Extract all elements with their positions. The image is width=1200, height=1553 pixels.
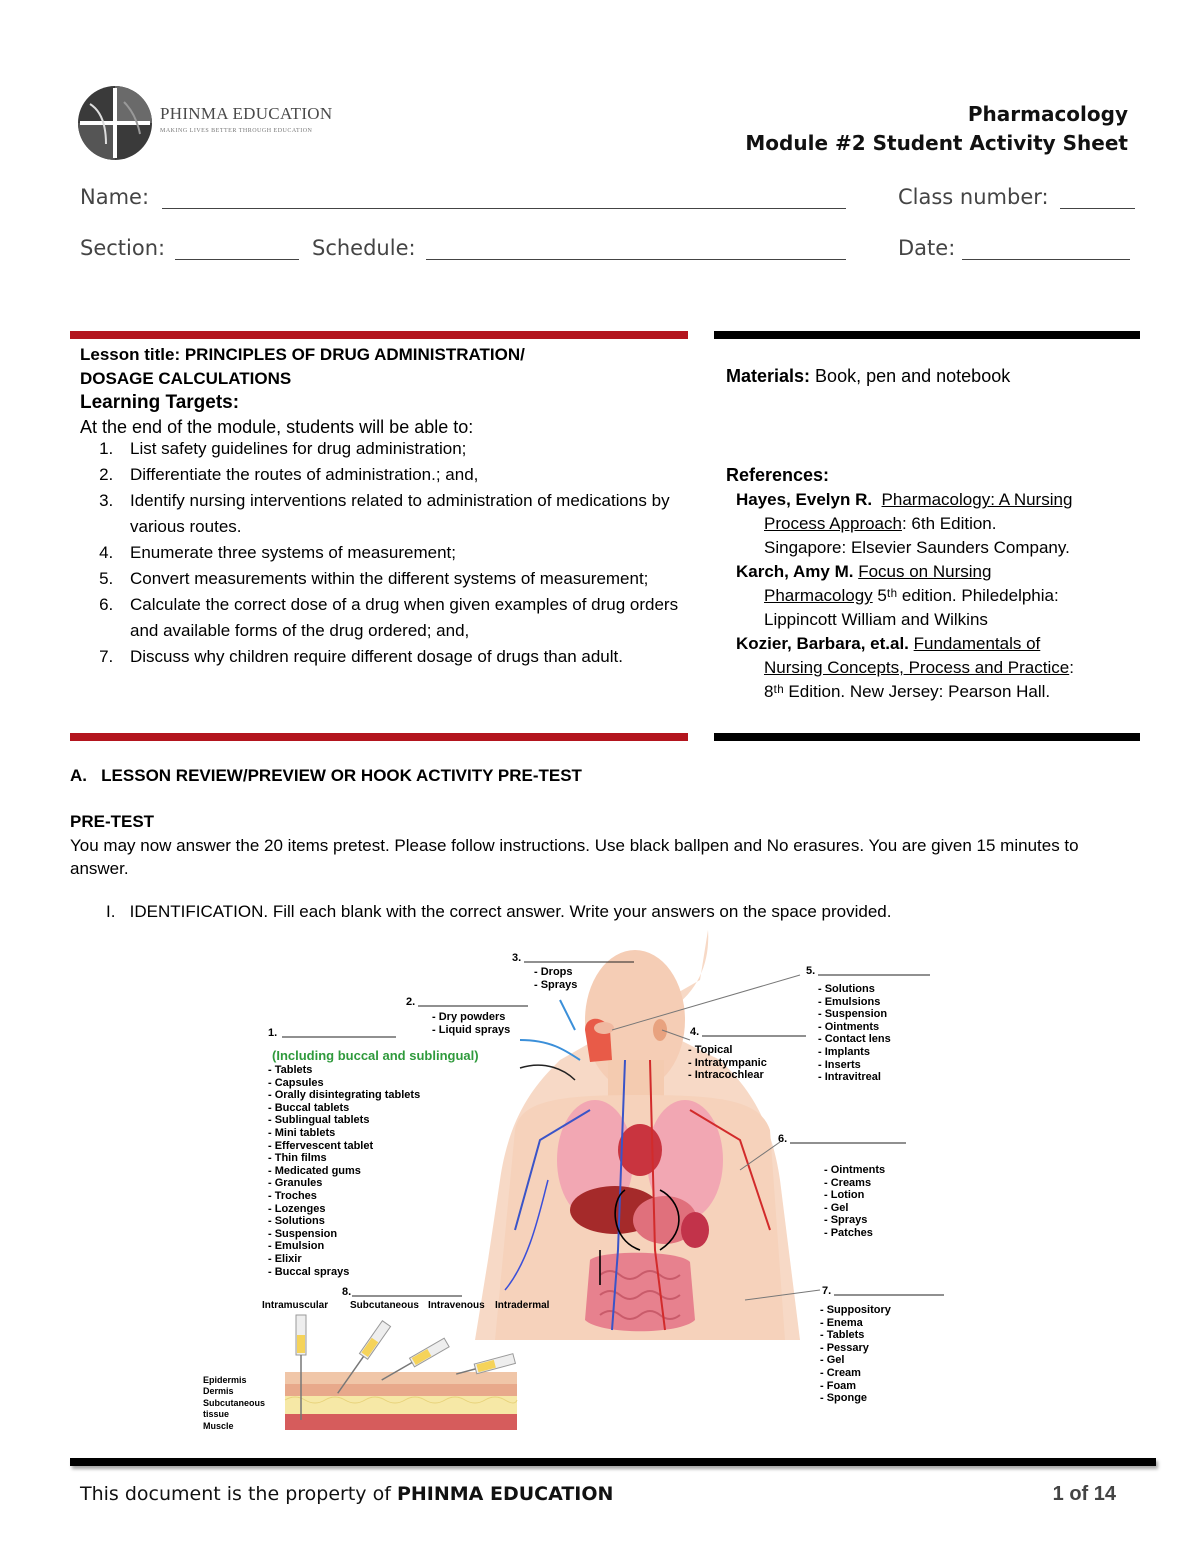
- target-item: 4. Enumerate three systems of measurement;: [118, 540, 684, 566]
- skin-layer-labels: Epidermis Dermis Subcutaneous tissue Muscle: [203, 1375, 266, 1431]
- footer-org: PHINMA EDUCATION: [396, 1483, 614, 1505]
- blank-2-list: - Dry powders - Liquid sprays: [432, 1011, 511, 1036]
- footer-rule: [70, 1458, 1156, 1466]
- blank-2-number: 2.: [406, 996, 416, 1008]
- blank-1-list: - Tablets - Capsules - Orally disintegrating tablets - Buccal tablets - Sublingual tablets - Mini tablets - Effervescent tablet - Thin films - Medicated gums - Granules - Troches - Lozenges - Solutions - Suspension - Emulsion - Elixir - Buccal sprays: [268, 1064, 421, 1278]
- target-item: 5. Convert measurements within the different systems of measurement;: [118, 566, 684, 592]
- identification-instructions: I. IDENTIFICATION. Fill each blank with the correct answer. Write your answers on the space provided.: [106, 902, 892, 921]
- intestines: [585, 1253, 695, 1332]
- reference-2: Karch, Amy M. Focus on Nursing: [736, 562, 992, 581]
- blank-1-note: (Including buccal and sublingual): [272, 1048, 479, 1063]
- skin-cross-section: [285, 1372, 517, 1430]
- module-title: Module #2 Student Activity Sheet: [745, 131, 1128, 155]
- target-item: 6. Calculate the correct dose of a drug when given examples of drug orders and available forms of the drug ordered; and,: [118, 592, 684, 644]
- blank-1-number: 1.: [268, 1027, 278, 1039]
- section-label: Section:: [80, 236, 166, 260]
- materials-label: Materials:: [726, 366, 811, 386]
- pretest-heading: PRE-TEST: [70, 812, 155, 831]
- target-item: 3. Identify nursing interventions related to administration of medications by various routes.: [118, 488, 684, 540]
- blank-5-number: 5.: [806, 965, 816, 977]
- blank-6-list: - Ointments - Creams - Lotion - Gel - Sprays - Patches: [824, 1164, 886, 1239]
- pretest-instructions: You may now answer the 20 items pretest. Please follow instructions. Use black ballpen and No erasures. You are given 15 minutes to answer.: [70, 836, 1079, 878]
- class-number-label: Class number:: [898, 185, 1049, 209]
- target-item: 1. List safety guidelines for drug administration;: [118, 436, 684, 462]
- page-number: 1 of 14: [1052, 1483, 1116, 1505]
- reference-1: Hayes, Evelyn R. Pharmacology: A Nursing: [736, 490, 1073, 509]
- schedule-label: Schedule:: [312, 236, 416, 260]
- blank-4-list: - Topical - Intratympanic - Intracochlear: [688, 1044, 767, 1082]
- nasal-arrow: [560, 1000, 575, 1030]
- injection-label-id: Intradermal: [495, 1300, 550, 1311]
- blank-4-number: 4.: [690, 1026, 700, 1038]
- blank-7-list: - Suppository - Enema - Tablets - Pessary - Gel - Cream - Foam - Sponge: [820, 1304, 891, 1405]
- reference-3: Kozier, Barbara, et.al. Fundamentals of: [736, 634, 1041, 653]
- injection-label-im: Intramuscular: [262, 1300, 329, 1311]
- blank-3-number: 3.: [512, 952, 522, 964]
- blank-5-list: - Solutions - Emulsions - Suspension - Ointments - Contact lens - Implants - Inserts - Intravitreal: [818, 983, 891, 1084]
- references-list: Hayes, Evelyn R. Pharmacology: A Nursing Process Approach: 6th Edition. Singapore: Elsevier Saunders Company. Karch, Amy M. Focus on Nursing Pharmacology 5ᵗʰ edition. Philedelphia: Lippincott William and Wilkins Kozier, Barbara, et.al. Fundamentals of Nursing Concepts, Process and Practice: 8ᵗʰ Edition. New Jersey: Pearson Hall.: [736, 488, 1136, 704]
- blank-6-number: 6.: [778, 1133, 788, 1145]
- blank-7-number: 7.: [822, 1285, 832, 1297]
- lesson-title-line1: Lesson title: PRINCIPLES OF DRUG ADMINISTRATION/: [80, 345, 525, 364]
- date-label: Date:: [898, 236, 956, 260]
- injection-label-sc: Subcutaneous: [350, 1300, 419, 1311]
- eye: [594, 1022, 614, 1034]
- target-item: 2. Differentiate the routes of administration.; and,: [118, 462, 684, 488]
- section-a-heading: A. LESSON REVIEW/PREVIEW OR HOOK ACTIVITY PRE-TEST: [70, 766, 582, 785]
- blank-8-number: 8.: [342, 1286, 352, 1298]
- learning-targets-intro: At the end of the module, students will be able to:: [80, 417, 474, 437]
- name-label: Name:: [80, 185, 150, 209]
- logo-tagline: MAKING LIVES BETTER THROUGH EDUCATION: [160, 128, 313, 134]
- lesson-title-line2: DOSAGE CALCULATIONS: [80, 369, 292, 388]
- target-item: 7. Discuss why children require different dosage of drugs than adult.: [118, 644, 684, 670]
- references-heading: References:: [726, 465, 830, 485]
- footer-text: This document is the property of PHINMA EDUCATION: [80, 1483, 614, 1505]
- injection-label-iv: Intravenous: [428, 1300, 485, 1311]
- kidney: [681, 1212, 709, 1248]
- learning-targets-heading: Learning Targets:: [80, 392, 240, 413]
- materials-value: Book, pen and notebook: [810, 366, 1011, 386]
- logo-name: PHINMA EDUCATION: [160, 104, 333, 123]
- ear: [653, 1019, 667, 1041]
- heart: [618, 1124, 662, 1176]
- blank-3-list: - Drops - Sprays: [534, 966, 578, 991]
- course-title: Pharmacology: [967, 102, 1128, 126]
